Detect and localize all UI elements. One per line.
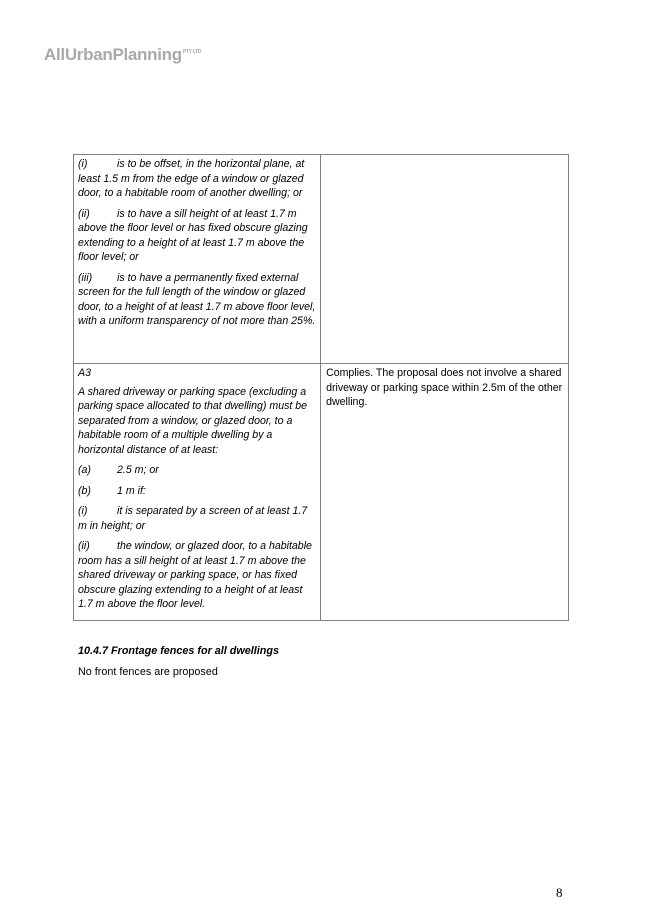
list-item	[78, 157, 316, 201]
response-cell	[321, 364, 569, 621]
list-item	[78, 539, 316, 612]
item-text: the window, or glazed door, to a habitable room has a sill height of at least 1.7 m above the shared driveway or parking space, or has fixed obscure glazing extending to a height of at least 1.7 m above the floor level.	[78, 540, 312, 610]
item-number: (i)	[78, 505, 88, 517]
item-number: (ii)	[78, 540, 90, 552]
acceptable-solution-cell	[74, 364, 321, 621]
performance-criteria-table	[73, 154, 569, 621]
list-item	[78, 207, 316, 265]
item-number: (ii)	[78, 207, 90, 220]
page-number: 8	[556, 885, 563, 900]
item-text: is to be offset, in the horizontal plane, at least 1.5 m from the edge of a window or glazed door, to a habitable room of another dwelling; or	[78, 158, 305, 199]
item-text: 2.5 m; or	[117, 464, 159, 476]
list-item	[78, 484, 316, 499]
item-number: (iii)	[78, 271, 93, 284]
section-heading: 10.4.7 Frontage fences for all dwellings	[78, 645, 280, 657]
acceptable-solution-cell	[74, 155, 321, 364]
list-item	[78, 271, 316, 329]
table-row	[74, 155, 569, 364]
item-text: is to have a permanently fixed external screen for the full length of the window or glazed door, to a height of at least 1.7 m above floor level, with a uniform transparency of not more than 25%.	[78, 271, 316, 327]
logo-mark: PTY LTD	[182, 49, 202, 55]
response-cell	[321, 155, 569, 364]
item-number: (i)	[78, 158, 88, 170]
company-logo	[44, 45, 201, 65]
clause-intro: A shared driveway or parking space (excluding a parking space allocated to that dwelling) must be separated from a window, or glazed door, to a habitable room of a multiple dwelling by a horizontal distance of at least:	[78, 385, 308, 456]
item-number: (b)	[78, 484, 91, 497]
logo-text: AllUrbanPlanning	[44, 45, 182, 64]
compliance-response: Complies. The proposal does not involve a shared driveway or parking space within 2.5m of the other dwelling.	[326, 367, 563, 408]
list-item	[78, 463, 316, 478]
section-body: No front fences are proposed	[78, 666, 218, 678]
list-item	[78, 504, 316, 533]
item-number: (a)	[78, 464, 91, 476]
item-text: is to have a sill height of at least 1.7 m above the floor level or has fixed obscure glazing extending to a height of at least 1.7 m above the floor level; or	[78, 207, 308, 263]
item-text: it is separated by a screen of at least 1.7 m in height; or	[78, 505, 308, 532]
item-text: 1 m if:	[117, 484, 146, 497]
clause-heading: A3	[78, 367, 91, 379]
table-row	[74, 364, 569, 621]
